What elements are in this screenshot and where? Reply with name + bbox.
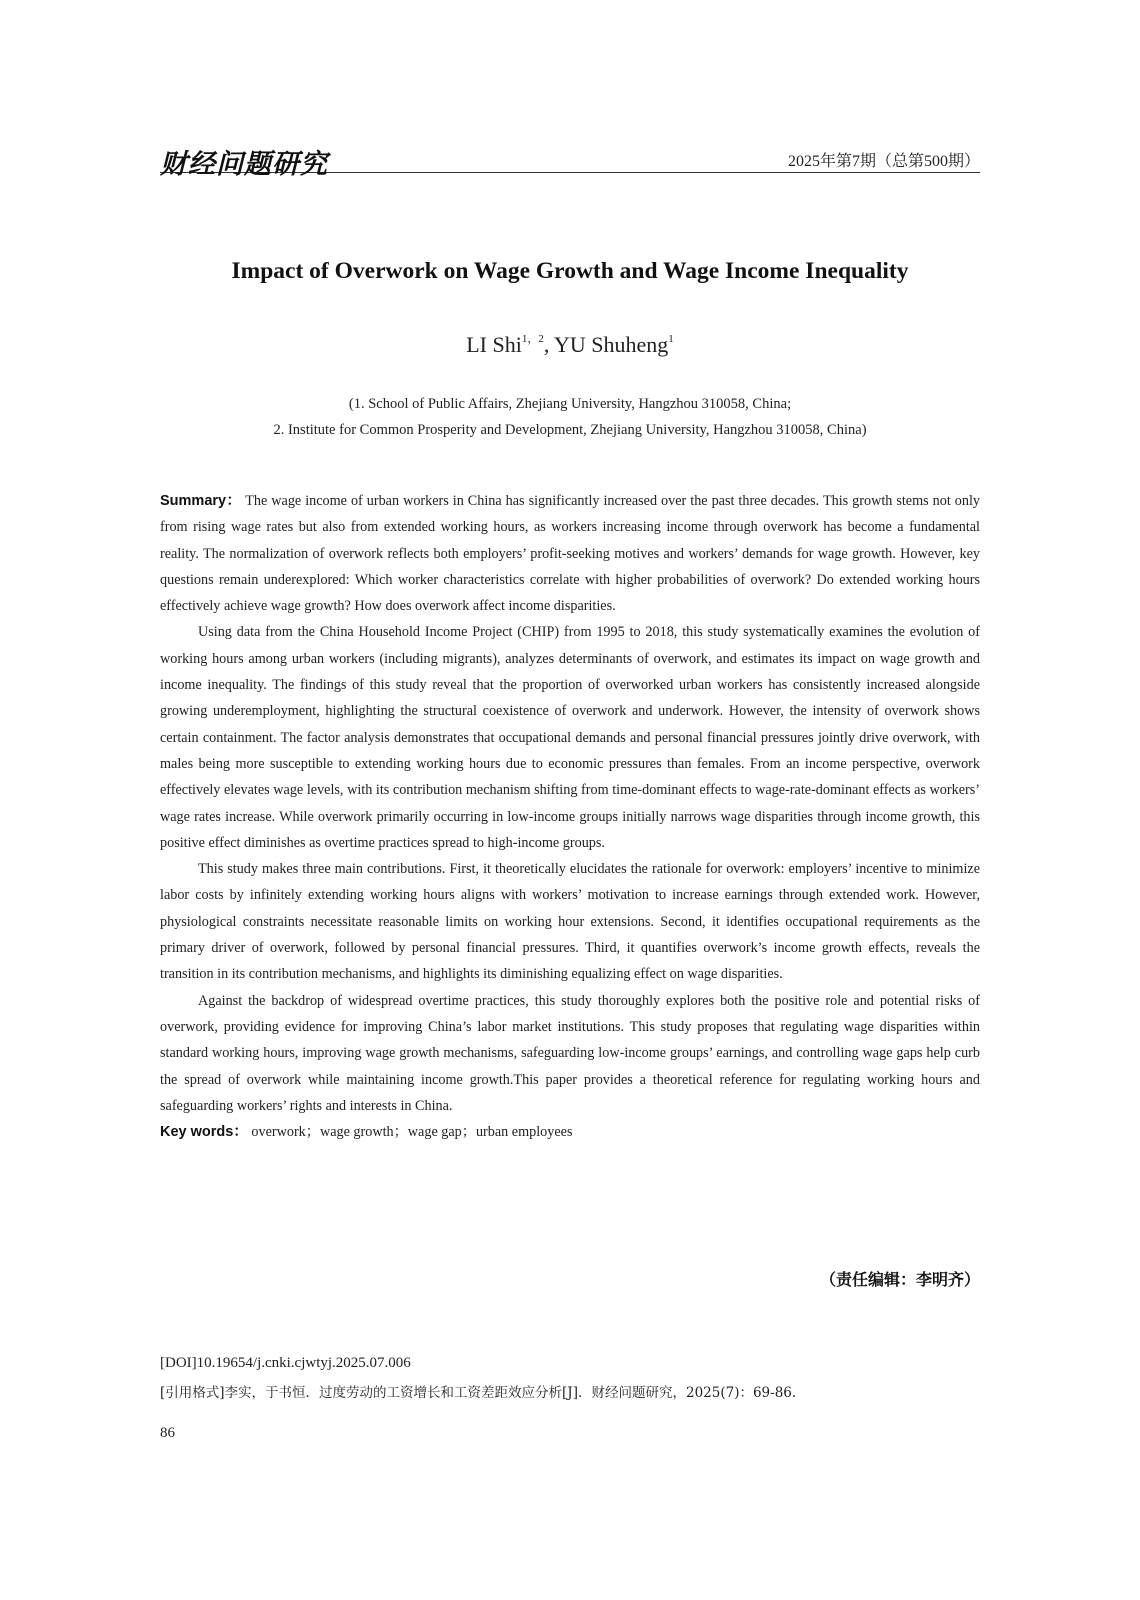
keywords-label: Key words： [160, 1124, 248, 1141]
affiliation-2: 2. Institute for Common Prosperity and Development, Zhejiang University, Hangzhou 310058, China) [273, 422, 867, 438]
page-number: 86 [160, 1425, 175, 1441]
issue-info: 2025年第7期（总第500期） [787, 153, 980, 170]
summary-paragraph-3: This study makes three main contributions. First, it theoretically elucidates the rationale for overwork: employers’ incentive to minimize labor costs by infinitely extending working hours aligns with workers’ motivation to increase earnings through extended work. However, physiological constraints necessitate reasonable limits on working hour extensions. Second, it identifies occupational requirements as the primary driver of overwork, followed by personal financial pressures. Third, it quantifies overwork’s income growth effects, reveals the transition in its contribution mechanisms, and highlights its diminishing equalizing effect on wage disparities. [160, 861, 980, 983]
author-2: YU Shuheng [554, 332, 669, 357]
doi-line: [DOI]10.19654/j.cnki.cjwtyj.2025.07.006 [160, 1355, 411, 1371]
author-1-affiliation-mark: 1，2 [521, 333, 544, 345]
summary-paragraph-1 [160, 488, 980, 619]
citation-line: [引用格式]李实，于书恒．过度劳动的工资增长和工资差距效应分析[J]．财经问题研究，2025(7)：69-86. [160, 1385, 797, 1401]
summary-paragraph-4: Against the backdrop of widespread overtime practices, this study thoroughly explores both the positive role and potential risks of overwork, providing evidence for improving China’s labor market institutions. This study proposes that regulating wage disparities within standard working hours, improving wage growth mechanisms, safeguarding low-income groups’ earnings, and controlling wage gaps help curb the spread of overwork while maintaining income growth.This paper provides a theoretical reference for regulating working hours and safeguarding workers’ rights and interests in China. [160, 992, 980, 1114]
journal-header [160, 142, 980, 180]
affiliation-1: (1. School of Public Affairs, Zhejiang University, Hangzhou 310058, China; [348, 396, 792, 412]
authors-line [0, 330, 1140, 358]
summary-paragraph-2: Using data from the China Household Income Project (CHIP) from 1995 to 2018, this study systematically examines the evolution of working hours among urban workers (including migrants), analyzes determinants of overwork, and estimates its impact on wage growth and income inequality. The findings of this study reveal that the proportion of overworked urban workers has consistently increased alongside growing underemployment, highlighting the structural coexistence of overwork and underwork. However, the intensity of overwork shows certain containment. The factor analysis demonstrates that occupational demands and personal financial pressures jointly drive overwork, with males being more susceptible to extending working hours due to economic pressures than females. From an income perspective, overwork effectively elevates wage levels, with its contribution mechanism shifting from time-dominant effects to wage-rate-dominant effects as workers’ wage rates increase. While overwork primarily occurring in low-income groups initially narrows wage disparities through income growth, this positive effect diminishes as overtime practices spread to high-income groups. [160, 624, 980, 851]
author-2-affiliation-mark: 1 [668, 333, 674, 345]
summary-label: Summary： [160, 493, 242, 509]
journal-logo: 财经问题研究 [160, 149, 328, 180]
summary-text-1: The wage income of urban workers in China has significantly increased over the past three decades. This growth stems not only from rising wage rates but also from extended working hours, as workers increasing income through overwork has become a fundamental reality. The normalization of overwork reflects both employers’ profit-seeking motives and workers’ demands for wage growth. However, key questions remain underexplored: Which worker characteristics correlate with higher probabilities of overwork? Do extended working hours effectively achieve wage growth? How does overwork affect income disparities. [160, 493, 981, 615]
author-separator: , [543, 332, 555, 357]
keywords-text: overwork；wage growth；wage gap；urban employees [251, 1124, 573, 1141]
responsible-editor: （责任编辑：李明齐） [819, 1270, 980, 1289]
article-title: Impact of Overwork on Wage Growth and Wage Income Inequality [231, 258, 909, 284]
summary-section [160, 488, 980, 1145]
keywords-line [160, 1119, 980, 1145]
author-1: LI Shi [466, 332, 522, 357]
